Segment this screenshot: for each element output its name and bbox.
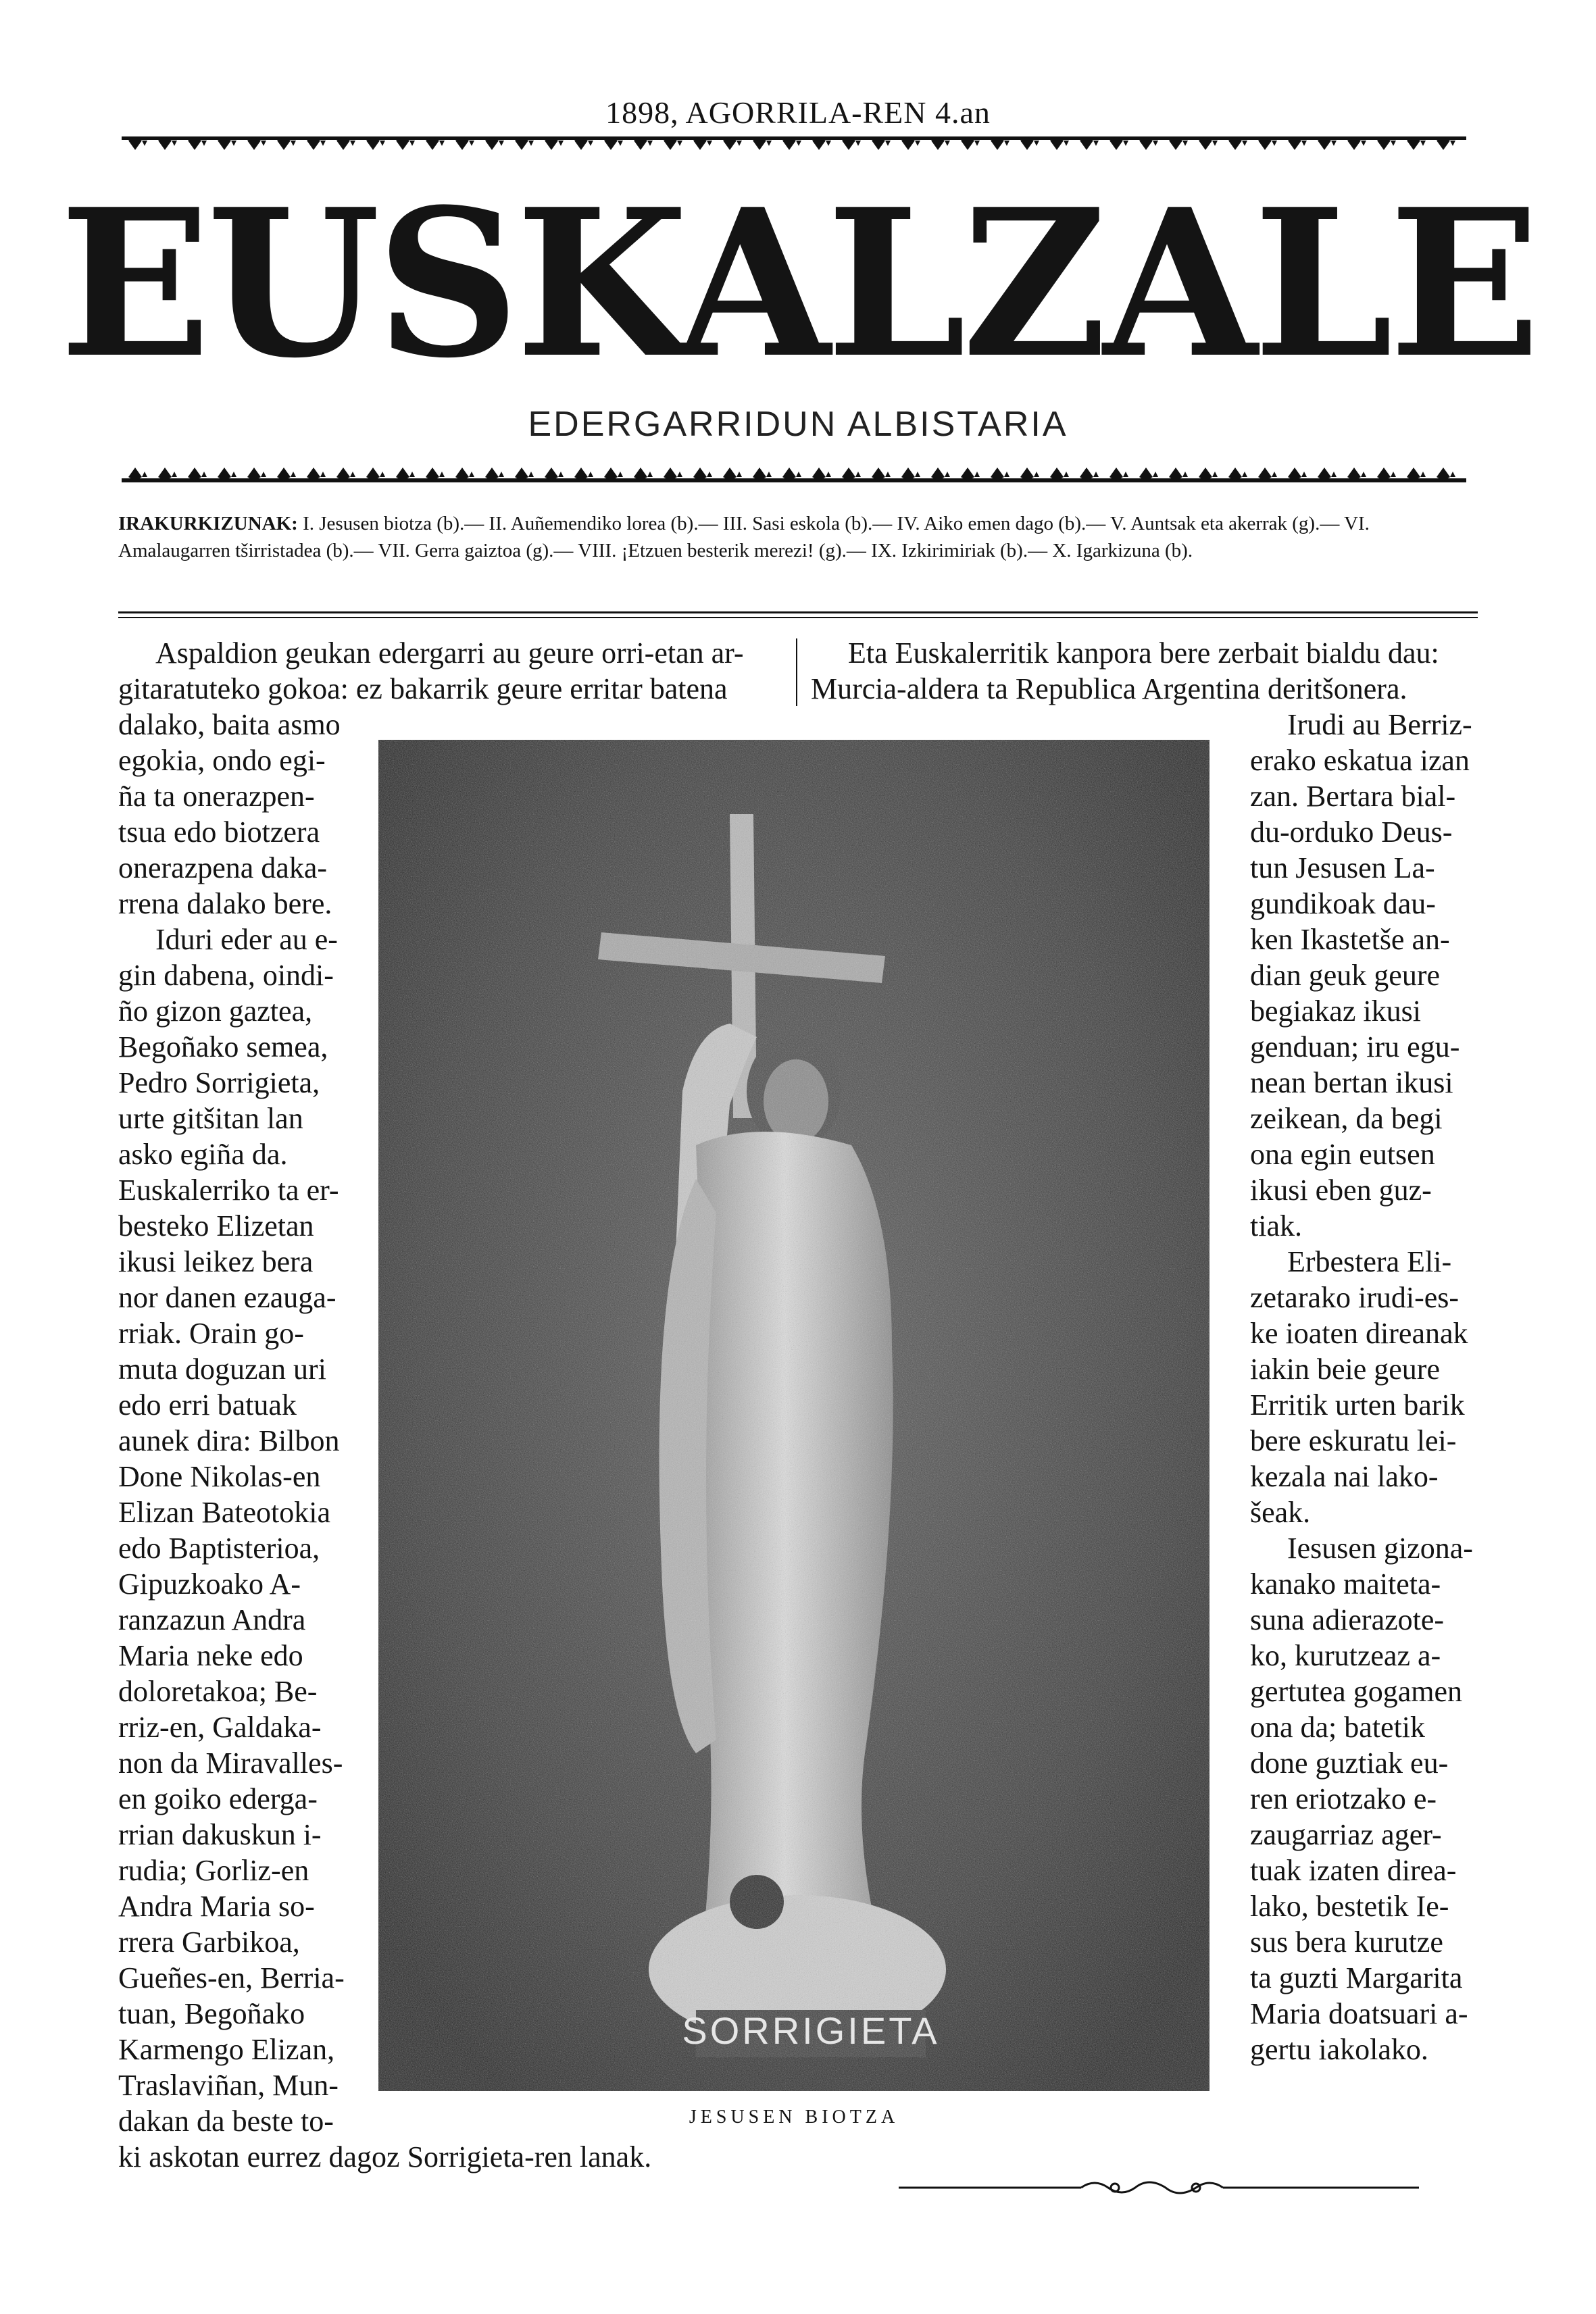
sculpture-photograph xyxy=(378,740,1210,2091)
article-line: en goiko ederga- xyxy=(118,1782,318,1815)
article-line: tsua edo biotzera xyxy=(118,815,320,849)
article-line: rriz-en, Galdaka- xyxy=(118,1711,322,1744)
article-line: genduan; iru egu- xyxy=(1250,1030,1460,1063)
article-line: gitaratuteko gokoa: ez bakarrik geure erritar batena xyxy=(118,672,728,705)
article-line: rrian dakuskun i- xyxy=(118,1818,322,1851)
article-line: aunek dira: Bilbon xyxy=(118,1424,340,1457)
article-line: Euskalerriko ta er- xyxy=(118,1174,339,1207)
article-line: ke ioaten direanak xyxy=(1250,1317,1468,1350)
article-line: ranzazun Andra xyxy=(118,1603,306,1636)
article-line: erako eskatua izan xyxy=(1250,744,1470,777)
article-line: tiak. xyxy=(1250,1209,1302,1242)
masthead-subtitle: EDERGARRIDUN ALBISTARIA xyxy=(528,405,1068,444)
article-line: ta guzti Margarita xyxy=(1250,1961,1463,1994)
article-line: begiakaz ikusi xyxy=(1250,995,1421,1028)
article-line: tuan, Begoñako xyxy=(118,1997,305,2030)
article-line: ño gizon gaztea, xyxy=(118,995,313,1028)
article-line: ikusi eben guz- xyxy=(1250,1174,1432,1207)
article-line: zetarako irudi-es- xyxy=(1250,1281,1460,1314)
article-line: dian geuk geure xyxy=(1250,959,1440,992)
article-line: onerazpena daka- xyxy=(118,851,328,884)
article-line: zeikean, da begi xyxy=(1250,1102,1443,1135)
article-line: šeak. xyxy=(1250,1496,1311,1529)
article-line: zaugarriaz ager- xyxy=(1250,1818,1442,1851)
article-line: sus bera kurutze xyxy=(1250,1926,1443,1959)
article-line: Done Nikolas-en xyxy=(118,1460,321,1493)
article-line: gundikoak dau- xyxy=(1250,887,1436,920)
contents-entry: II. Auñemendiko lorea (b).— xyxy=(484,513,718,534)
right-intro-paragraph xyxy=(811,635,1480,707)
column-divider xyxy=(796,638,797,706)
article-line: du-orduko Deus- xyxy=(1250,815,1453,849)
article-line: nor danen ezauga- xyxy=(118,1281,336,1314)
contents-entry: X. Igarkizuna (b). xyxy=(1047,540,1193,561)
article-line: ren eriotzako e- xyxy=(1250,1782,1437,1815)
article-line: Elizan Bateotokia xyxy=(118,1496,330,1529)
article-line: iakin beie geure xyxy=(1250,1353,1440,1386)
table-of-contents xyxy=(118,510,1478,564)
article-line: ken Ikastetše an- xyxy=(1250,923,1450,956)
top-ornament-border xyxy=(122,134,1466,161)
article-line: asko egiña da. xyxy=(118,1138,288,1171)
contents-entry: V. Auntsak eta akerrak (g).— xyxy=(1105,513,1340,534)
article-line: Iduri eder au e- xyxy=(155,923,338,956)
contents-entry: VIII. ¡Etzuen besterik merezi! (g).— xyxy=(573,540,866,561)
article-line: ikusi leikez bera xyxy=(118,1245,314,1278)
article-line: Irudi au Berriz- xyxy=(1287,708,1472,741)
article-line: doloretakoa; Be- xyxy=(118,1675,318,1708)
article-line: zan. Bertara bial- xyxy=(1250,780,1456,813)
article-line: kezala nai lako- xyxy=(1250,1460,1439,1493)
article-line: Erritik urten barik xyxy=(1250,1388,1465,1422)
contents-entries xyxy=(118,513,1370,561)
article-line: dalako, baita asmo xyxy=(118,708,341,741)
article-line: ona egin eutsen xyxy=(1250,1138,1435,1171)
contents-entry: VII. Gerra gaiztoa (g).— xyxy=(373,540,574,561)
article-line: urte gitšitan lan xyxy=(118,1102,303,1135)
article-line: gertutea gogamen xyxy=(1250,1675,1462,1708)
contents-entry: VI. Amalaugarren tširristadea (b).— xyxy=(118,513,1370,561)
article-line: rudia; Gorliz-en xyxy=(118,1854,309,1887)
article-line: edo Baptisterioa, xyxy=(118,1532,320,1565)
article-line: Karmengo Elizan, xyxy=(118,2033,335,2066)
contents-entry: IV. Aiko emen dago (b).— xyxy=(892,513,1106,534)
article-line: Andra Maria so- xyxy=(118,1890,315,1923)
article-line: Pedro Sorrigieta, xyxy=(118,1066,320,1099)
article-line: rrena dalako bere. xyxy=(118,887,332,920)
article-line: suna adierazote- xyxy=(1250,1603,1445,1636)
article-line: ko, kurutzeaz a- xyxy=(1250,1639,1441,1672)
article-line: Aspaldion geukan edergarri au geure orri-etan ar- xyxy=(155,636,744,670)
article-line: besteko Elizetan xyxy=(118,1209,314,1242)
article-line: bere eskuratu lei- xyxy=(1250,1424,1457,1457)
article-line: dakan da beste to- xyxy=(118,2105,334,2138)
article-line: Gipuzkoako A- xyxy=(118,1567,301,1601)
article-line: egokia, ondo egi- xyxy=(118,744,326,777)
left-intro-paragraph xyxy=(118,635,780,707)
article-line: Maria doatsuari a- xyxy=(1250,1997,1468,2030)
article-line: kanako maiteta- xyxy=(1250,1567,1441,1601)
photo-caption: JESUSEN BIOTZA xyxy=(689,2107,899,2128)
left-closing-line: ki askotan eurrez dagoz Sorrigieta-ren lanak. xyxy=(118,2140,652,2173)
article-line: nean bertan ikusi xyxy=(1250,1066,1453,1099)
article-line: rriak. Orain go- xyxy=(118,1317,304,1350)
bottom-ornament-border xyxy=(122,458,1466,485)
article-line: Iesusen gizona- xyxy=(1287,1532,1473,1565)
article-line: gin dabena, oindi- xyxy=(118,959,334,992)
article-line: Murcia-aldera ta Republica Argentina deritšonera. xyxy=(811,672,1407,705)
article-line: Erbestera Eli- xyxy=(1287,1245,1452,1278)
end-flourish-ornament xyxy=(899,2174,1419,2201)
contents-label: IRAKURKIZUNAK: xyxy=(118,513,298,534)
sculptor-signature: SORRIGIETA xyxy=(682,2009,940,2052)
date-line: 1898, AGORRILA-REN 4.an xyxy=(605,95,991,130)
article-line: ña ta onerazpen- xyxy=(118,780,315,813)
article-line: Gueñes-en, Berria- xyxy=(118,1961,345,1994)
article-line: done guztiak eu- xyxy=(1250,1746,1449,1780)
article-line: lako, bestetik Ie- xyxy=(1250,1890,1449,1923)
article-line: Maria neke edo xyxy=(118,1639,303,1672)
article-line: muta doguzan uri xyxy=(118,1353,326,1386)
contents-entry: III. Sasi eskola (b).— xyxy=(718,513,893,534)
article-line: Begoñako semea, xyxy=(118,1030,328,1063)
contents-entry: IX. Izkirimiriak (b).— xyxy=(866,540,1048,561)
article-line: non da Miravalles- xyxy=(118,1746,343,1780)
article-line: tun Jesusen La- xyxy=(1250,851,1435,884)
article-line: tuak izaten direa- xyxy=(1250,1854,1457,1887)
section-rule-lower xyxy=(118,617,1478,618)
article-line: gertu iakolako. xyxy=(1250,2033,1428,2066)
contents-entry: I. Jesusen biotza (b).— xyxy=(303,513,484,534)
masthead-title: EUSKALZALE xyxy=(59,164,1537,403)
article-line: edo erri batuak xyxy=(118,1388,297,1422)
article-line: Eta Euskalerritik kanpora bere zerbait bialdu dau: xyxy=(848,636,1439,670)
article-line: rrera Garbikoa, xyxy=(118,1926,300,1959)
article-line: ona da; batetik xyxy=(1250,1711,1426,1744)
article-line: Traslaviñan, Mun- xyxy=(118,2069,339,2102)
section-rule-upper xyxy=(118,611,1478,613)
